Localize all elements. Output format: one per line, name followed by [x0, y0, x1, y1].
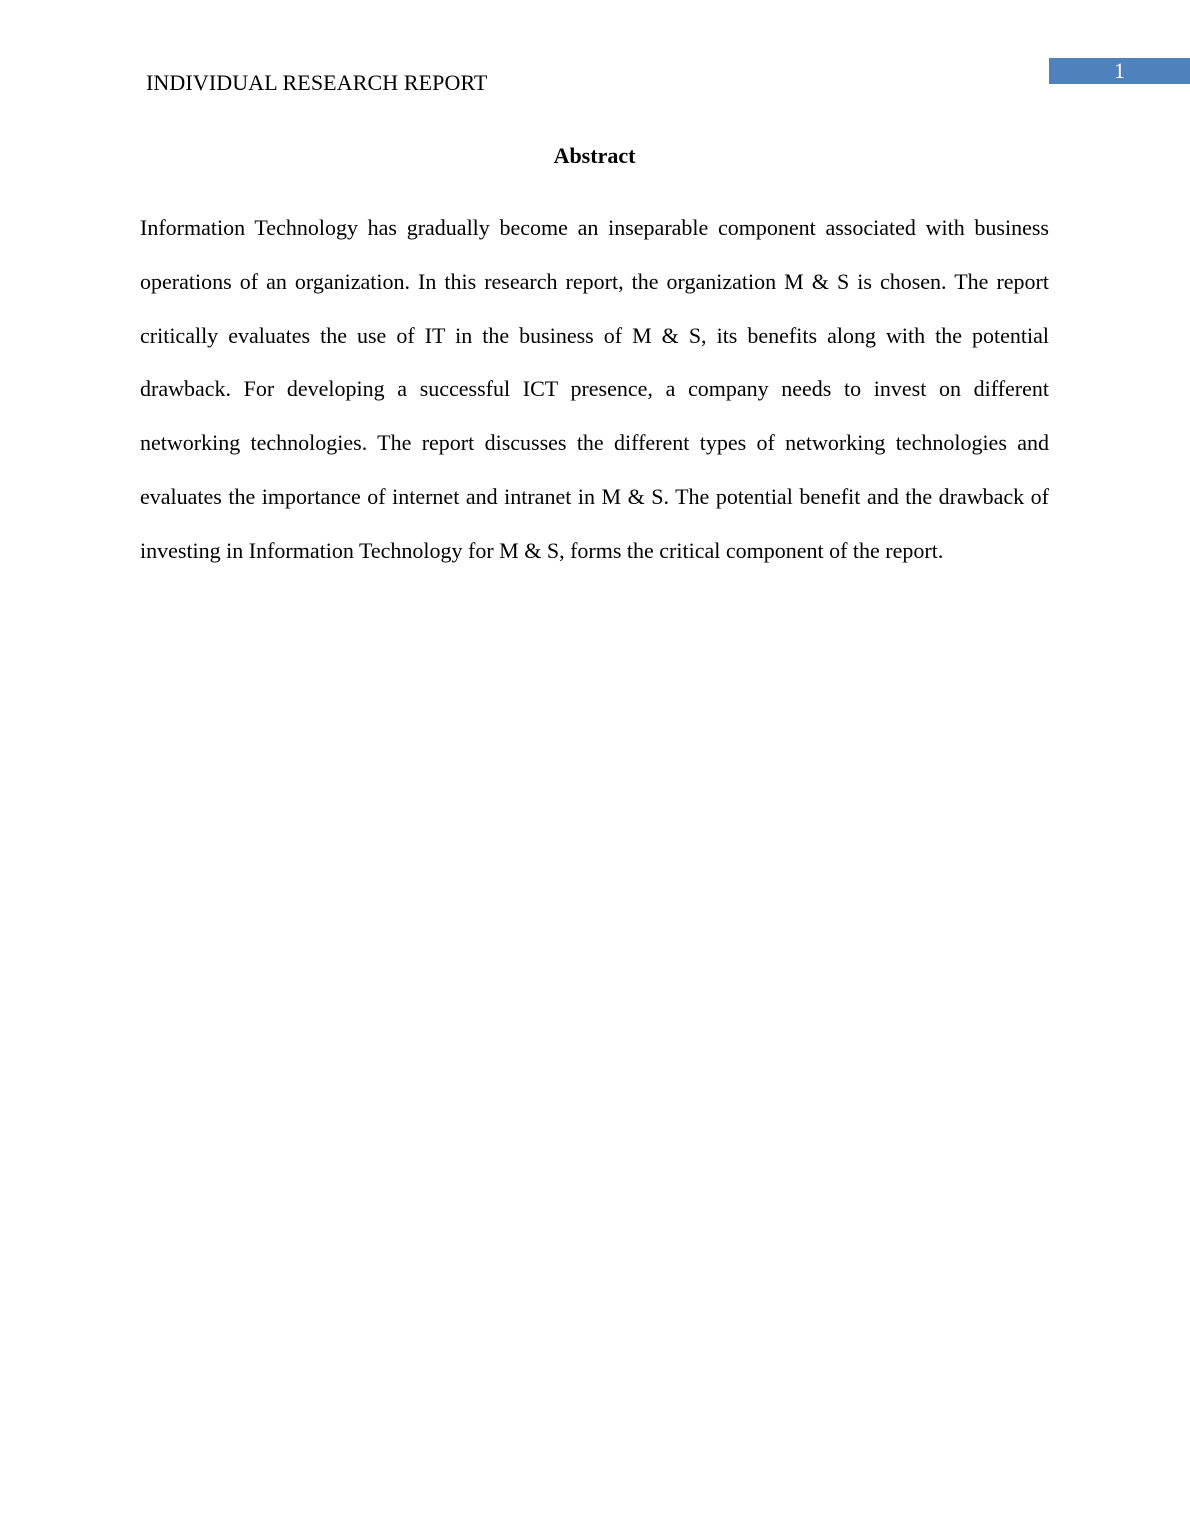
page-number: 1	[1114, 58, 1125, 83]
abstract-body: Information Technology has gradually become an inseparable component associated with business operations of an organization. In this research report, the organization M & S is chosen. The report critically evaluates the use of IT in the business of M & S, its benefits along with the potential drawback. For developing a successful ICT presence, a company needs to invest on different networking technologies. The report discusses the different types of networking technologies and evaluates the importance of internet and intranet in M & S. The potential benefit and the drawback of investing in Information Technology for M & S, forms the critical component of the report.	[140, 215, 1049, 563]
page-number-box	[1049, 58, 1190, 84]
running-head: INDIVIDUAL RESEARCH REPORT	[146, 70, 488, 95]
abstract-title: Abstract	[553, 143, 636, 168]
